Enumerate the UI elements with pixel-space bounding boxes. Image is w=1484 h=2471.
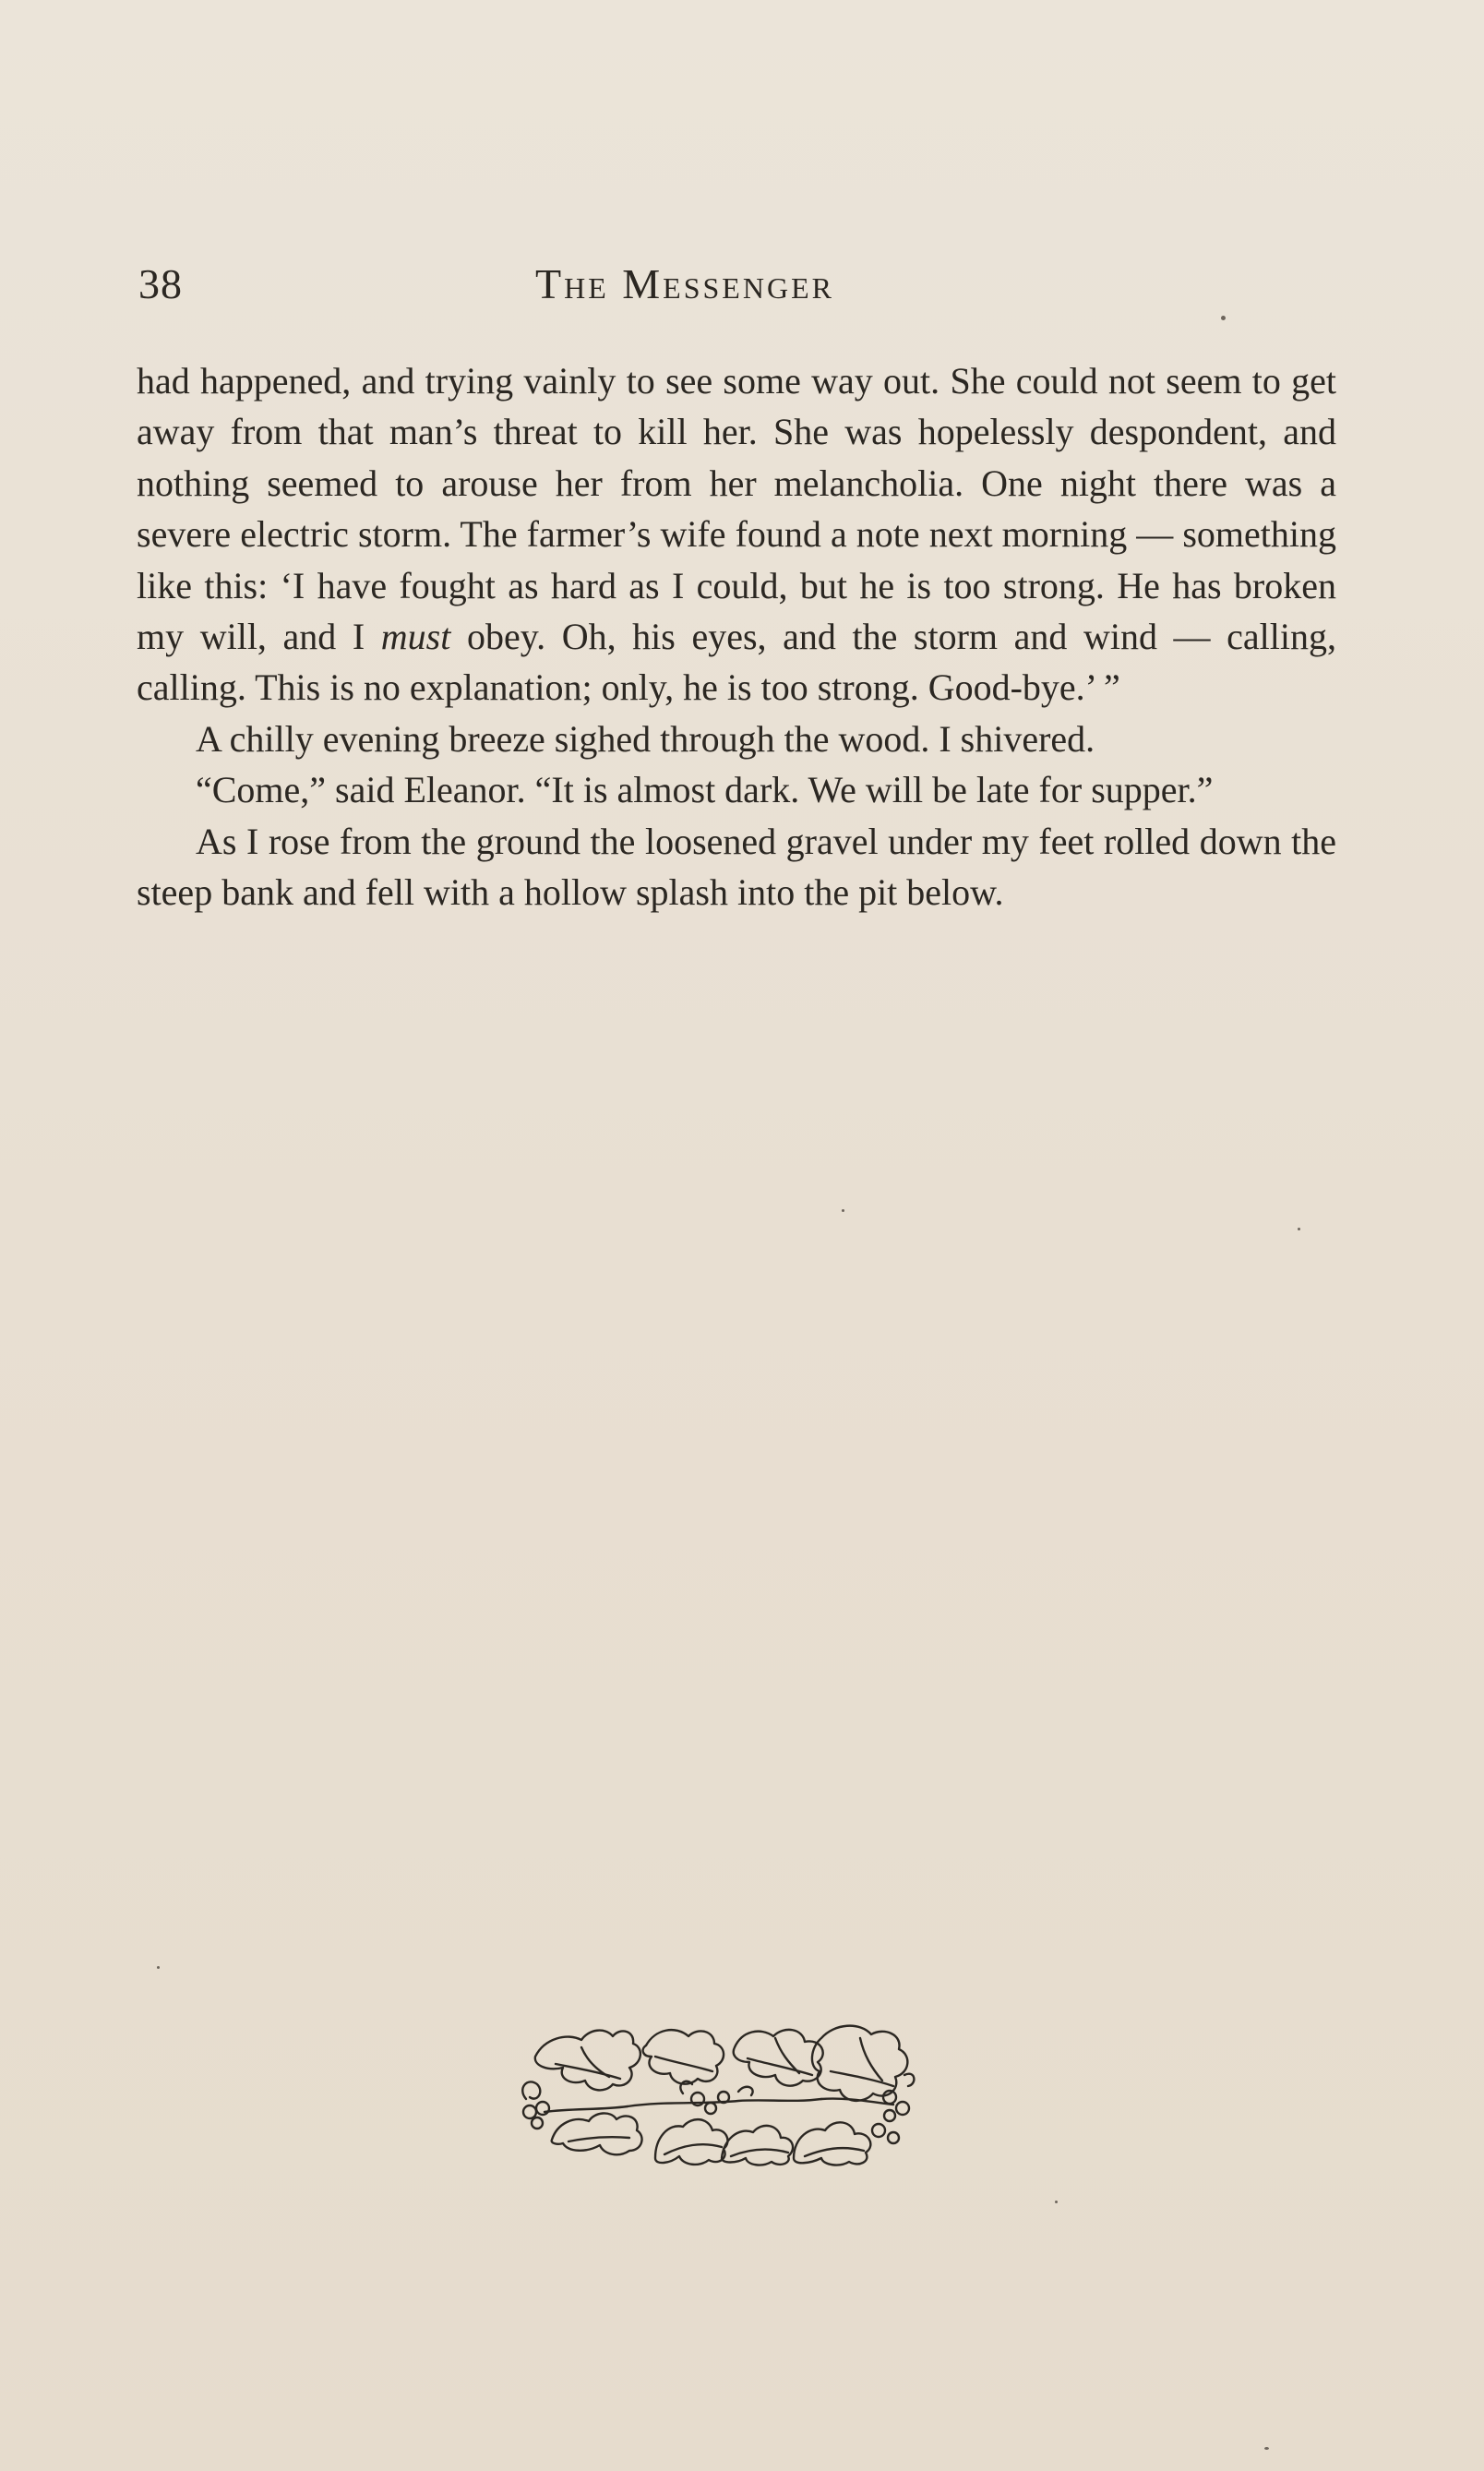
paragraph-text-part-2: obey. Oh, his eyes, and the storm and wind — calling, calling. This is no explanation; only, he is too strong. Good-bye.’ ” <box>137 616 1336 709</box>
paragraph-gravel: As I rose from the ground the loosened gravel under my feet rolled down the steep bank and fell with a hollow splash into the pit below. <box>137 820 1336 914</box>
paper-speck <box>1298 1228 1300 1230</box>
paper-speck <box>1221 316 1226 320</box>
paragraph-breeze: A chilly evening breeze sighed through the wood. I shivered. <box>196 717 1095 760</box>
paragraph-continued <box>137 355 1336 714</box>
body-text <box>137 355 1336 918</box>
page-number: 38 <box>138 260 183 307</box>
paper-speck <box>1055 2201 1058 2203</box>
running-head <box>138 257 1338 312</box>
paragraph-text-part-1: had happened, and trying vainly to see some way out. She could not seem to get away from that man’s threat to kill her. She was hopelessly despondent, and nothing seemed to arouse her from her melancholia. One night there was a severe electric storm. The farmer’s wife found a note next morning — something like this: ‘I have fought as hard as I could, but he is too strong. He has broken my will, and I <box>137 360 1336 658</box>
paragraph-eleanor: “Come,” said Eleanor. “It is almost dark. We will be late for supper.” <box>196 769 1214 811</box>
emphasis-text: must <box>380 616 451 658</box>
vine-leaf-ornament-icon <box>517 2020 918 2167</box>
paper-speck <box>1264 2447 1269 2450</box>
running-title: The Messenger <box>535 260 834 307</box>
paper-speck <box>842 1209 844 1212</box>
paper-speck <box>157 1966 160 1969</box>
